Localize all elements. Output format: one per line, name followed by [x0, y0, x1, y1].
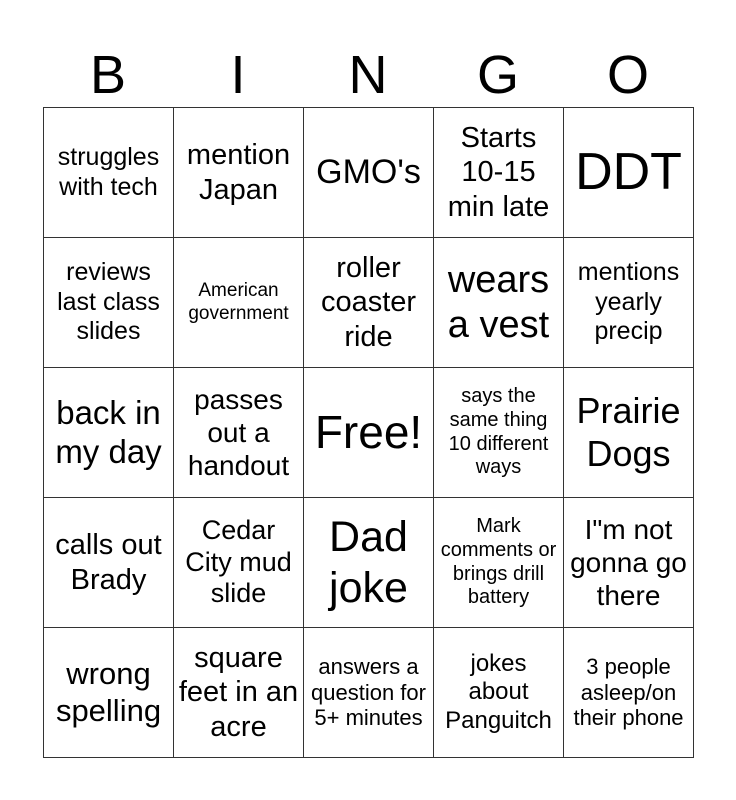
bingo-cell[interactable]: Cedar City mud slide	[174, 498, 304, 628]
bingo-cell[interactable]: mentions yearly precip	[564, 238, 694, 368]
bingo-cell[interactable]: jokes about Panguitch	[434, 628, 564, 758]
bingo-row	[44, 368, 694, 498]
header-letter-o: O	[606, 45, 649, 105]
header-letter-g: G	[476, 45, 519, 105]
bingo-row	[44, 498, 694, 628]
bingo-cell[interactable]: reviews last class slides	[44, 238, 174, 368]
bingo-row	[44, 108, 694, 238]
bingo-cell[interactable]: Mark comments or brings drill battery	[434, 498, 564, 628]
bingo-cell[interactable]: back in my day	[44, 368, 174, 498]
bingo-cell[interactable]: passes out a handout	[174, 368, 304, 498]
bingo-cell[interactable]: roller coaster ride	[304, 238, 434, 368]
bingo-cell[interactable]: Dad joke	[304, 498, 434, 628]
free-space-cell[interactable]: Free!	[304, 368, 434, 498]
bingo-cell[interactable]: says the same thing 10 different ways	[434, 368, 564, 498]
bingo-cell[interactable]: struggles with tech	[44, 108, 174, 238]
header-letter-i: I	[230, 45, 246, 105]
bingo-cell[interactable]: Starts 10-15 min late	[434, 108, 564, 238]
bingo-cell[interactable]: Prairie Dogs	[564, 368, 694, 498]
bingo-cell[interactable]: DDT	[564, 108, 694, 238]
header-letter-n: N	[348, 45, 388, 105]
bingo-cell[interactable]: wears a vest	[434, 238, 564, 368]
bingo-row	[44, 238, 694, 368]
bingo-cell[interactable]: mention Japan	[174, 108, 304, 238]
bingo-cell[interactable]: I"m not gonna go there	[564, 498, 694, 628]
bingo-cell[interactable]: answers a question for 5+ minutes	[304, 628, 434, 758]
bingo-cell[interactable]: American government	[174, 238, 304, 368]
bingo-cell[interactable]: GMO's	[304, 108, 434, 238]
header-letter-b: B	[89, 45, 127, 105]
bingo-card	[43, 107, 694, 758]
bingo-header	[43, 44, 693, 106]
bingo-cell[interactable]: wrong spelling	[44, 628, 174, 758]
bingo-cell[interactable]: square feet in an acre	[174, 628, 304, 758]
bingo-cell[interactable]: 3 people asleep/on their phone	[564, 628, 694, 758]
bingo-cell[interactable]: calls out Brady	[44, 498, 174, 628]
bingo-row	[44, 628, 694, 758]
